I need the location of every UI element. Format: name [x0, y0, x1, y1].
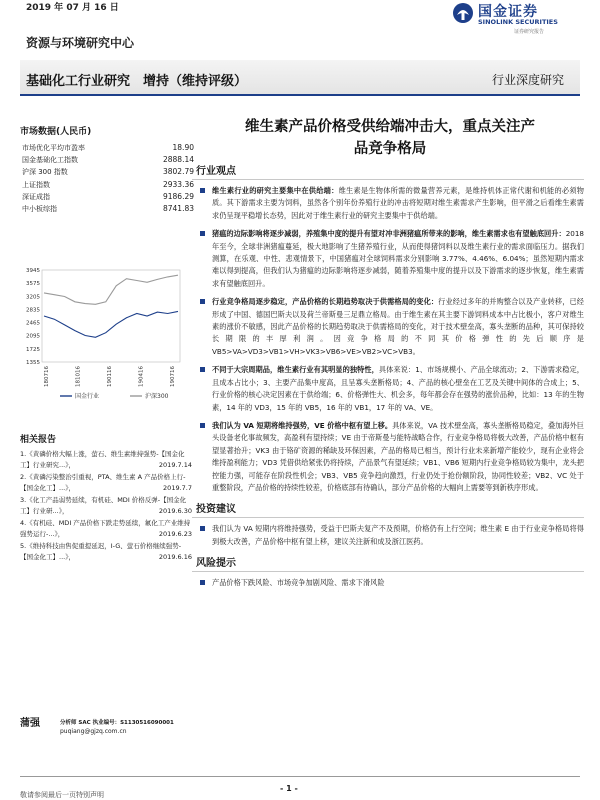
market-label: 沪深 300 指数: [22, 168, 68, 177]
report-title: 4.《有机硅、MDI 产品价格下跌走势延续，氟化工产业维持强势运行-...》，: [20, 519, 191, 538]
square-bullet-icon: [200, 580, 205, 585]
report-title-line2: 品竞争格局: [353, 141, 427, 157]
report-title: 3.《化工产品弱势延续，有机硅、MDI 价格反弹-【国金化工】行业研...》，: [20, 496, 187, 515]
x-tick-label: 190116: [107, 366, 113, 387]
logo-english-name: SINOLINK SECURITIES: [478, 18, 558, 26]
series-line: [44, 311, 178, 337]
paragraph-body: 行业经过多年的并购整合以及产业转移，已经形成了中国、德国巴斯夫以及荷兰帝斯曼三足鼎立格局。由于维生素在其主要下游饲料成本中占比极小，客户对维生素的涨价不敏感，因此产品价格的长期趋势取决于供需格局的变化，对于技术壁垒高，寡头垄断的品种，其可保持较长期限的丰厚利润。因竞争格局的不同其价格弹性的先后顺序是 VB5>VA>VD3>VB1>VH>VK3>VB6>VE>VB2>VC>VB3。: [212, 297, 584, 356]
report-title: 2.《黄磷污染整治引重视，PTA、维生素 A 产品价格上行-【国金化工】...》，: [20, 473, 186, 492]
report-date-item: 2019.7.7: [163, 484, 192, 492]
paragraph-body: 产品价格下跌风险、市场竞争加剧风险、需求下滑风险: [212, 578, 385, 588]
legend-label: 国金行业: [75, 393, 100, 400]
investment-paragraph: [196, 523, 584, 548]
y-tick-label: 3945: [26, 268, 40, 274]
chart-frame: [42, 270, 180, 362]
related-reports: [20, 432, 192, 564]
report-type: 行业深度研究: [491, 73, 564, 87]
square-bullet-icon: [200, 299, 205, 304]
market-value: 3802.79: [162, 167, 194, 177]
market-value: 18.90: [172, 143, 194, 152]
industry-rating-title: 基础化工行业研究 增持（维持评级）: [26, 74, 248, 89]
report-date-item: 2019.6.23: [158, 530, 192, 538]
market-row: [20, 179, 194, 191]
market-label: 上证指数: [22, 180, 50, 189]
x-tick-label: 190416: [138, 366, 145, 387]
paragraph-body: 2018 年至今，全球非洲猪瘟蔓延，极大地影响了生猪养殖行业，从而使得猪饲料以及维生素行业的需求面临压力。据我们测算，在乐观、中性、悲观情景下，中国猪瘟对全球饲料需求分别影响 3.77%、4.46%、6.04%；虽然短期内需求难以得到提高，但我们认为猪瘟的边际影响将逐步减弱，随着养殖集中度的提升以及下游需求的逐步恢复，维生素需求有望触底回升。: [212, 229, 584, 288]
square-bullet-icon: [200, 423, 205, 428]
title-band: [20, 60, 580, 96]
square-bullet-icon: [200, 188, 205, 193]
series-line: [44, 275, 178, 304]
company-logo: [452, 0, 572, 40]
square-bullet-icon: [200, 526, 205, 531]
viewpoint-paragraph: [196, 296, 584, 358]
report-date-item: 2019.6.30: [158, 507, 192, 515]
risk-paragraph: [196, 577, 584, 589]
y-tick-label: 1355: [26, 360, 40, 366]
report-date: 2019 年 07 月 16 日: [26, 3, 119, 13]
x-tick-label: 181016: [75, 366, 82, 387]
footer-disclaimer: 敬请参阅最后一页特别声明: [20, 791, 104, 799]
analyst-email[interactable]: puqiang@gjzq.com.cn: [60, 728, 127, 735]
y-tick-label: 2465: [26, 320, 40, 327]
y-tick-label: 3205: [26, 294, 40, 301]
market-value: 8741.83: [162, 204, 194, 214]
y-tick-label: 2095: [26, 333, 40, 340]
x-tick-label: 180716: [44, 366, 50, 387]
y-tick-label: 2835: [26, 307, 40, 314]
viewpoint-paragraph: [196, 364, 584, 414]
logo-tagline: 证券研究报告: [514, 29, 545, 35]
market-label: 中小板综指: [22, 205, 57, 214]
report-item[interactable]: [20, 449, 192, 471]
report-item[interactable]: [20, 541, 192, 563]
paragraph-lead: 行业竞争格局逐步稳定，产品价格的长期趋势取决于供需格局的变化：: [212, 297, 439, 307]
paragraph-lead: 猪瘟的边际影响将逐步减弱，养殖集中度的提升有望对冲非洲猪瘟所带来的影响，维生素需求也有望触底回升：: [212, 229, 566, 239]
analyst-name: 蒲强: [20, 718, 40, 729]
analyst-license: 分析师 SAC 执业编号：S1130516090001: [60, 720, 174, 726]
report-title: 5.《维持科技由售促重提延迟，I-G、萤石价格继续强势-【国金化工】...》，: [20, 542, 182, 561]
report-item[interactable]: [20, 495, 192, 517]
report-date-item: 2019.7.14: [158, 461, 192, 469]
report-item[interactable]: [20, 472, 192, 494]
market-data-panel: [20, 124, 194, 215]
market-row: [20, 142, 194, 154]
research-center: 资源与环境研究中心: [26, 36, 135, 50]
market-row: [20, 154, 194, 166]
sinolink-logo-icon: [452, 2, 474, 24]
viewpoint-paragraph: [196, 185, 584, 222]
market-label: 国金基础化工指数: [22, 156, 78, 165]
square-bullet-icon: [200, 367, 205, 372]
market-row: [20, 191, 194, 203]
market-row: [20, 166, 194, 178]
section-heading-risk: 风险提示: [196, 558, 236, 570]
viewpoint-paragraph: [196, 420, 584, 494]
market-value: 9186.29: [162, 191, 194, 201]
footer-rule: [20, 776, 580, 777]
paragraph-lead: 不同于大宗周期品，维生素行业有其明显的独特性，: [212, 365, 379, 375]
section-divider: [192, 517, 584, 518]
logo-chinese-name: 国金证券: [478, 4, 538, 20]
section-divider: [192, 179, 584, 180]
paragraph-body: 具体来说：1、市场规模小、产品全球流动；2、下游需求稳定，且成本占比小；3、主要产品集中度高，且呈寡头垄断格局；4、产品的核心壁垒在工艺及关键中间体的合成上；5、行业价格的核心决定因素在于供给端；6、价格弹性大、机会多，每年都会存在强势的涨价品种，比如：13 年的生物素，14 年的 VD3，15 年的 VB5，16 年的 VB1，17 年的 VA、VE。: [212, 365, 584, 412]
section-heading-investment: 投资建议: [196, 504, 236, 516]
performance-chart: [20, 262, 192, 404]
page-number: - 1 -: [280, 784, 298, 793]
paragraph-lead: 我们认为 VA 短期将维持强势，VE 价格中枢有望上移。: [212, 420, 393, 430]
main-content: [196, 116, 584, 596]
paragraph-body: 具体来说，VA 技术壁垒高，寡头垄断格局稳定，叠加海外巨头设备老化事故频发，高盈利有望持续；VE 由于帝斯曼与能特战略合作，行业竞争格局将极大改善，产品价格中枢有望显著抬升；VK3 由于铬矿资源的稀缺及环保因素，产品的格局已相当，预计行业未来新增产能较少，现有企业将会维持盈利能力；VD3 凭借供给紧张仍将持续，产品景气有望延续；VB1、VB6 短期内行业竞争格局较为集中，龙头把控能力强，可能存在阶段性机会；VB3、VB5 竞争趋向激烈，行业仍处于抢份额阶段，协同性较差；VB2、VC 处于重整阶段，产品价格的持续性较差，价格底部有待确认，部分产品价格的大幅向上需要等到新秩序形成。: [212, 420, 584, 492]
y-tick-label: 1725: [26, 346, 40, 353]
legend-label: 沪深300: [145, 393, 169, 400]
market-value: 2933.36: [162, 179, 194, 189]
y-tick-label: 3575: [26, 281, 40, 288]
viewpoint-paragraph: [196, 228, 584, 290]
section-heading-views: 行业观点: [196, 166, 236, 177]
x-tick-label: 190716: [170, 366, 176, 387]
paragraph-lead: 维生素行业的研究主要集中在供给端：: [212, 186, 339, 195]
paragraph-body: 维生素是生物体所需的微量营养元素，是维持机体正常代谢和机能的必须物质。其下游需求主要为饲料，虽然各个别年份养殖行业的冲击将短期对维生素需求产生影响，但平滑之后看维生素需求仍呈现平稳增长态势，因此对于维生素行业的研究主要集中于供给端。: [212, 186, 584, 220]
square-bullet-icon: [200, 231, 205, 236]
report-date-item: 2019.6.16: [158, 553, 192, 561]
market-row: [20, 203, 194, 215]
section-divider: [192, 571, 584, 572]
related-reports-title: 相关报告: [20, 435, 57, 445]
market-data-title: 市场数据(人民币): [20, 127, 92, 137]
market-label: 深证成指: [22, 192, 50, 201]
report-item[interactable]: [20, 518, 192, 540]
market-label: 市场优化平均市盈率: [22, 144, 85, 152]
market-value: 2888.14: [162, 155, 194, 165]
report-title: 1.《黄磷价格大幅上涨，萤石、维生素维持强势-【国金化工】行业研究...》，: [20, 450, 185, 469]
paragraph-body: 我们认为 VA 短期内将维持强势，受益于巴斯夫复产不及预期，价格仍有上行空间；维生素 E 由于行业竞争格局将得到极大改善，产品价格中枢有望上移，建议关注新和成及浙江医药。: [212, 524, 584, 546]
report-title-line1: 维生素产品价格受供给端冲击大，重点关注产: [245, 119, 535, 135]
